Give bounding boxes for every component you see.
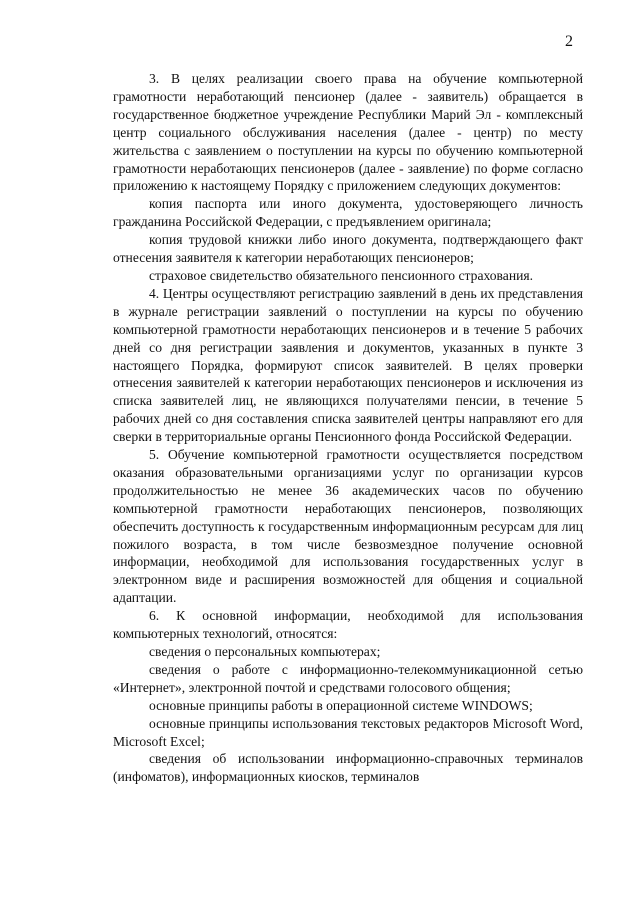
list-item-internet: сведения о работе с информационно-телекоммуникационной сетью «Интернет», электронной почтой и средствами голосового общения; [113, 661, 583, 695]
document-body [113, 70, 583, 786]
list-item-office-editors: основные принципы использования текстовых редакторов Microsoft Word, Microsoft Excel; [113, 715, 583, 749]
list-item-personal-computers: сведения о персональных компьютерах; [149, 644, 381, 659]
paragraph-4: 4. Центры осуществляют регистрацию заявлений в день их представления в журнале регистрации заявлений о поступлении на курсы по обучению компьютерной грамотности неработающих пенсионеров и в течение 5 рабочих дней со дня регистрации заявления и документов, указанных в пункте 3 настоящего Порядка, формируют список заявителей. В целях проверки отнесения заявителей к категории неработающих пенсионеров и исключения из списка заявителей лиц, не являющихся получателями пенсии, в течение 5 рабочих дней со дня составления списка заявителей центры направляют его для сверки в территориальные органы Пенсионного фонда Российской Федерации. [113, 285, 583, 445]
page-number: 2 [565, 33, 573, 50]
paragraph-3: 3. В целях реализации своего права на обучение компьютерной грамотности неработающий пенсионер (далее - заявитель) обращается в государственное бюджетное учреждение Республики Марий Эл - комплексный центр социального обслуживания населения (далее - центр) по месту жительства с заявлением о поступлении на курсы по обучению компьютерной грамотности неработающих пенсионеров (далее - заявление) по форме согласно приложению к настоящему Порядку с приложением следующих документов: [113, 71, 583, 194]
paragraph-5: 5. Обучение компьютерной грамотности осуществляется посредством оказания образовательными организациями услуг по организации курсов продолжительностью не менее 36 академических часов по обучению компьютерной грамотности неработающих пенсионеров, позволяющих обеспечить доступность к государственным информационным ресурсам для лиц пожилого возраста, в том числе безвозмездное получение основной информации, необходимой для использования государственных услуг в электронном виде и расширения возможностей для общения и социальной адаптации. [113, 447, 583, 606]
list-item-passport-copy: копия паспорта или иного документа, удостоверяющего личность гражданина Российской Федерации, с предъявлением оригинала; [113, 196, 583, 230]
list-item-employment-book-copy: копия трудовой книжки либо иного документа, подтверждающего факт отнесения заявителя к категории неработающих пенсионеров; [113, 232, 583, 266]
list-item-insurance-certificate: страховое свидетельство обязательного пенсионного страхования. [149, 267, 534, 283]
list-item-windows: основные принципы работы в операционной системе WINDOWS; [149, 697, 533, 713]
list-item-terminals: сведения об использовании информационно-справочных терминалов (инфоматов), информационных киосков, терминалов [113, 751, 583, 785]
paragraph-6: 6. К основной информации, необходимой для использования компьютерных технологий, относятся: [113, 608, 583, 642]
